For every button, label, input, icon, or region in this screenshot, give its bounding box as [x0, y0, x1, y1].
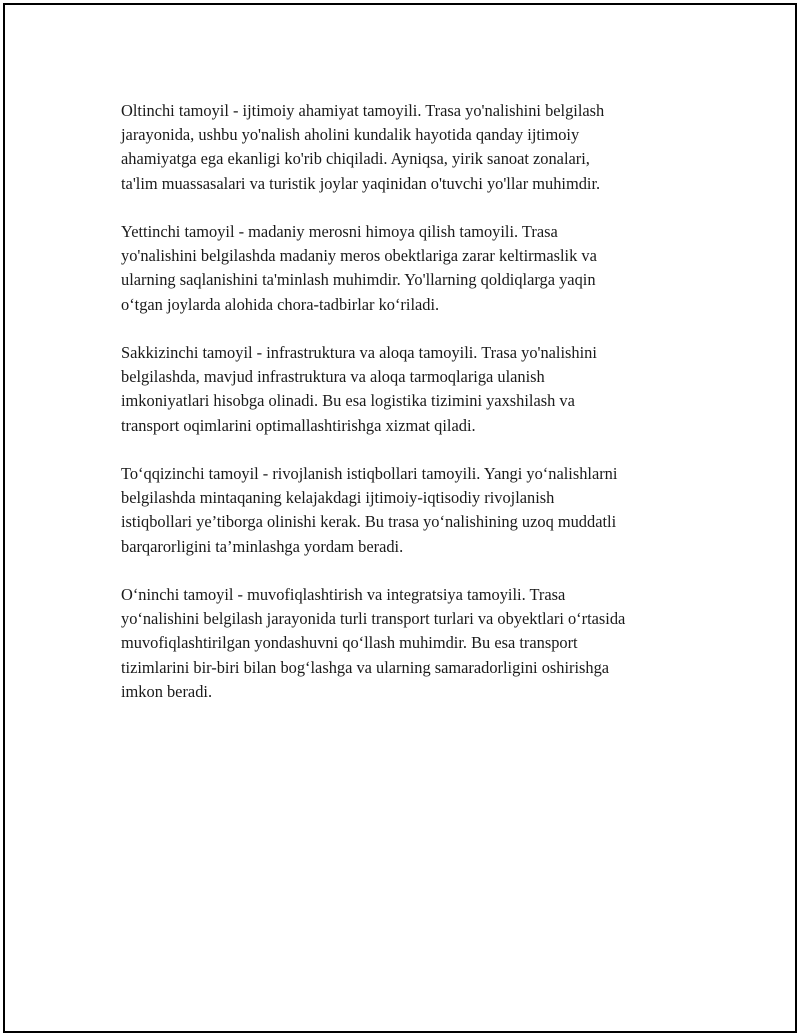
- text-line: Oltinchi tamoyil - ijtimoiy ahamiyat tamoyili. Trasa yo'nalishini belgilash: [121, 101, 605, 120]
- text-line: Sakkizinchi tamoyil - infrastruktura va aloqa tamoyili. Trasa yo'nalishini: [121, 343, 597, 362]
- text-line: imkon beradi.: [121, 681, 213, 701]
- paragraph-yettinchi-tamoyil: [121, 220, 701, 317]
- page-frame: [3, 3, 797, 1033]
- text-line: istiqbollari ye’tiborga olinishi kerak. Bu trasa yo‘nalishining uzoq muddatli: [121, 512, 617, 532]
- text-line: O‘ninchi tamoyil - muvofiqlashtirish va integratsiya tamoyili. Trasa: [121, 585, 566, 604]
- text-line: To‘qqizinchi tamoyil - rivojlanish istiqbollari tamoyili. Yangi yo‘nalishlarni: [121, 464, 618, 483]
- paragraph-oltinchi-tamoyil: [121, 99, 701, 196]
- text-line: ta'lim muassasalari va turistik joylar yaqinidan o'tuvchi yo'llar muhimdir.: [121, 173, 601, 193]
- text-line: muvofiqlashtirilgan yondashuvni qo‘llash muhimdir. Bu esa transport: [121, 633, 578, 653]
- document-body: [121, 99, 701, 728]
- text-line: transport oqimlarini optimallashtirishga xizmat qiladi.: [121, 415, 476, 435]
- text-line: o‘tgan joylarda alohida chora-tadbirlar ko‘riladi.: [121, 294, 440, 314]
- text-line: belgilashda, mavjud infrastruktura va aloqa tarmoqlariga ulanish: [121, 367, 545, 387]
- text-line: jarayonida, ushbu yo'nalish aholini kundalik hayotida qanday ijtimoiy: [121, 125, 580, 145]
- text-line: yo'nalishini belgilashda madaniy meros obektlariga zarar keltirmaslik va: [121, 246, 597, 266]
- text-line: ahamiyatga ega ekanligi ko'rib chiqiladi. Ayniqsa, yirik sanoat zonalari,: [121, 149, 590, 169]
- text-line: imkoniyatlari hisobga olinadi. Bu esa logistika tizimini yaxshilash va: [121, 391, 575, 411]
- text-line: tizimlarini bir-biri bilan bog‘lashga va ularning samaradorligini oshirishga: [121, 657, 610, 677]
- text-line: yo‘nalishini belgilash jarayonida turli transport turlari va obyektlari o‘rtasida: [121, 609, 626, 629]
- text-line: barqarorligini ta’minlashga yordam beradi.: [121, 536, 404, 556]
- text-line: ularning saqlanishini ta'minlash muhimdir. Yo'llarning qoldiqlarga yaqin: [121, 270, 596, 290]
- paragraph-sakkizinchi-tamoyil: [121, 341, 701, 438]
- paragraph-toqqizinchi-tamoyil: [121, 462, 701, 559]
- text-line: Yettinchi tamoyil - madaniy merosni himoya qilish tamoyili. Trasa: [121, 222, 558, 241]
- paragraph-oninchi-tamoyil: [121, 583, 701, 704]
- text-line: belgilashda mintaqaning kelajakdagi ijtimoiy-iqtisodiy rivojlanish: [121, 488, 555, 508]
